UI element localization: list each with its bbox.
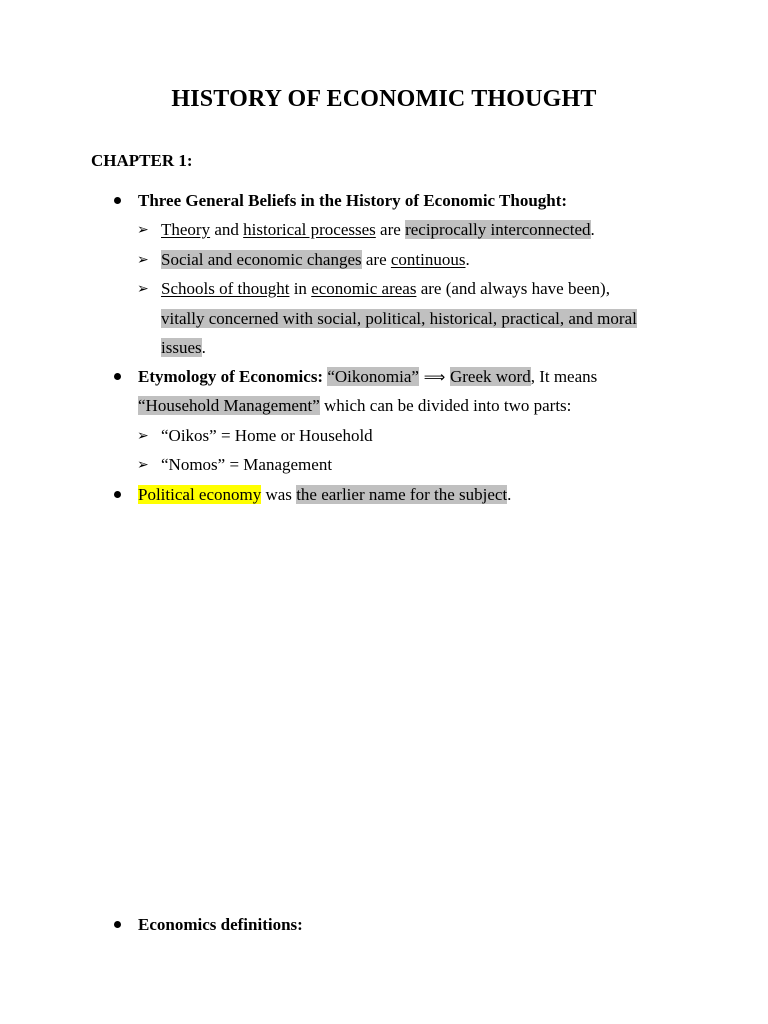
political-economy-line: Political economy was the earlier name for the subject. xyxy=(138,485,512,504)
arrow-bullet-icon: ➢ xyxy=(137,222,149,238)
highlight-oikonomia: “Oikonomia” xyxy=(327,367,419,386)
belief-item-3-line-3: issues. xyxy=(161,338,206,357)
text-economic-areas: economic areas xyxy=(311,279,417,298)
highlight-greek-word: Greek word xyxy=(449,367,531,386)
highlight-political-economy: Political economy xyxy=(138,485,262,504)
arrow-bullet-icon: ➢ xyxy=(137,457,149,473)
implies-arrow-icon: ⟹ xyxy=(418,368,450,386)
etymology-line-2: “Household Management” which can be divided into two parts: xyxy=(138,396,572,415)
belief-item-1: Theory and historical processes are reciprocally interconnected. xyxy=(161,220,595,239)
bullet-icon xyxy=(114,921,121,928)
arrow-bullet-icon: ➢ xyxy=(137,252,149,268)
highlight-issues: issues xyxy=(161,338,202,357)
economics-definitions-heading: Economics definitions: xyxy=(138,915,303,934)
text-historical-processes: historical processes xyxy=(243,220,376,239)
arrow-bullet-icon: ➢ xyxy=(137,428,149,444)
belief-item-3-line-2 xyxy=(161,308,637,330)
etymology-label: Etymology of Economics: xyxy=(138,367,324,386)
etymology-part-nomos: “Nomos” = Management xyxy=(161,455,333,474)
belief-item-2: Social and economic changes are continuous. xyxy=(161,250,470,269)
highlight-vitally-concerned: vitally concerned with social, political, historical, practical, and moral xyxy=(161,309,637,328)
highlight-earlier-name: the earlier name for the subject xyxy=(296,485,508,504)
bullet-icon xyxy=(114,491,121,498)
chapter-heading: CHAPTER 1: xyxy=(91,151,193,170)
text-schools-of-thought: Schools of thought xyxy=(161,279,290,298)
bullet-icon xyxy=(114,373,121,380)
etymology-part-oikos: “Oikos” = Home or Household xyxy=(161,426,373,445)
arrow-bullet-icon: ➢ xyxy=(137,281,149,297)
highlight-reciprocally-interconnected: reciprocally interconnected xyxy=(405,220,591,239)
bullet-icon xyxy=(114,197,121,204)
highlight-social-economic-changes: Social and economic changes xyxy=(161,250,362,269)
etymology-line-1: Etymology of Economics: “Oikonomia” ⟹ Greek word, It means xyxy=(138,367,598,386)
beliefs-heading: Three General Beliefs in the History of Economic Thought: xyxy=(138,191,568,210)
highlight-household-management: “Household Management” xyxy=(138,396,320,415)
text-continuous: continuous xyxy=(390,250,466,269)
belief-item-3: Schools of thought in economic areas are (and always have been), xyxy=(161,279,610,298)
page-title: HISTORY OF ECONOMIC THOUGHT xyxy=(171,86,597,112)
text-theory: Theory xyxy=(161,220,211,239)
